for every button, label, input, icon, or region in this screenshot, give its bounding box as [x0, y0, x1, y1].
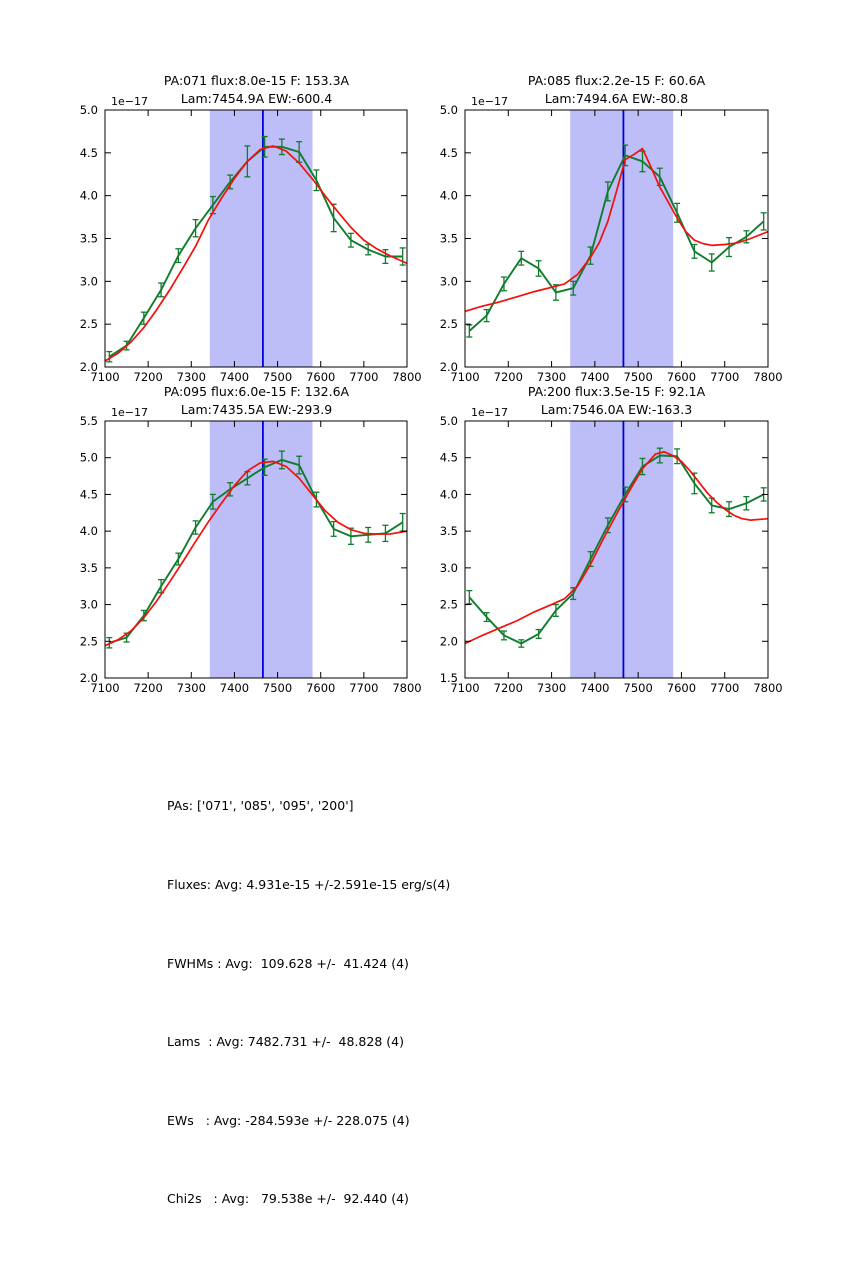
- svg-text:4.5: 4.5: [79, 145, 98, 160]
- svg-text:5.0: 5.0: [79, 450, 98, 465]
- svg-text:2.5: 2.5: [79, 634, 98, 649]
- svg-text:7300: 7300: [176, 370, 206, 384]
- subplot-title-line1: PA:095 flux:6.0e-15 F: 132.6A: [163, 384, 350, 399]
- selection-band: [210, 421, 313, 678]
- svg-text:4.0: 4.0: [439, 487, 458, 502]
- svg-text:3.5: 3.5: [79, 560, 98, 575]
- stats-lams: Lams : Avg: 7482.731 +/- 48.828 (4): [167, 1034, 404, 1050]
- subplot-title-line2: Lam:7494.6A EW:-80.8: [544, 91, 689, 106]
- svg-text:7600: 7600: [306, 681, 336, 695]
- subplot-title-line1: PA:085 flux:2.2e-15 F: 60.6A: [527, 73, 706, 88]
- svg-text:4.0: 4.0: [439, 188, 458, 203]
- svg-text:2.0: 2.0: [79, 360, 98, 374]
- subplot-title-line1: PA:071 flux:8.0e-15 F: 153.3A: [163, 73, 350, 88]
- svg-text:2.5: 2.5: [439, 597, 458, 612]
- svg-text:7300: 7300: [536, 370, 567, 384]
- svg-text:3.0: 3.0: [439, 560, 458, 575]
- svg-text:2.0: 2.0: [439, 360, 458, 374]
- svg-text:5.0: 5.0: [439, 414, 458, 428]
- subplot-pa200: [415, 371, 795, 716]
- svg-text:7700: 7700: [349, 370, 379, 384]
- svg-text:7200: 7200: [493, 370, 523, 384]
- svg-text:7300: 7300: [176, 681, 206, 695]
- stats-block: [167, 741, 450, 1265]
- svg-text:7500: 7500: [262, 681, 293, 695]
- svg-text:7800: 7800: [392, 370, 422, 384]
- svg-text:7300: 7300: [536, 681, 567, 695]
- svg-text:5.0: 5.0: [439, 103, 458, 117]
- y-axis-offset-label: 1e−17: [471, 406, 508, 419]
- svg-text:4.5: 4.5: [79, 487, 98, 502]
- stats-fluxes: Fluxes: Avg: 4.931e-15 +/-2.591e-15 erg/s(4): [167, 877, 451, 893]
- subplot-title-line2: Lam:7546.0A EW:-163.3: [540, 402, 693, 417]
- svg-text:3.5: 3.5: [439, 524, 458, 539]
- stats-fwhms: FWHMs : Avg: 109.628 +/- 41.424 (4): [167, 955, 409, 971]
- svg-text:7700: 7700: [710, 370, 740, 384]
- svg-text:7200: 7200: [133, 681, 163, 695]
- selection-band: [570, 421, 673, 678]
- y-axis-offset-label: 1e−17: [471, 95, 508, 108]
- svg-text:7100: 7100: [90, 681, 120, 695]
- subplot-title-line2: Lam:7435.5A EW:-293.9: [180, 402, 333, 417]
- svg-text:7500: 7500: [623, 370, 653, 384]
- svg-text:7400: 7400: [580, 681, 610, 695]
- svg-text:4.5: 4.5: [439, 145, 458, 160]
- svg-text:7400: 7400: [219, 370, 250, 384]
- svg-text:7200: 7200: [133, 370, 163, 384]
- svg-text:2.0: 2.0: [439, 634, 458, 649]
- svg-text:7100: 7100: [90, 370, 120, 384]
- svg-text:3.0: 3.0: [79, 597, 98, 612]
- svg-text:1.5: 1.5: [439, 671, 458, 685]
- svg-text:3.5: 3.5: [439, 231, 458, 246]
- svg-text:2.0: 2.0: [79, 671, 98, 685]
- subplot-canvas-pa085: [415, 98, 785, 400]
- svg-text:4.5: 4.5: [439, 450, 458, 465]
- y-axis-offset-label: 1e−17: [111, 95, 148, 108]
- subplot-title-line1: PA:200 flux:3.5e-15 F: 92.1A: [527, 384, 706, 399]
- svg-text:7600: 7600: [306, 370, 336, 384]
- svg-text:5.5: 5.5: [79, 414, 98, 428]
- svg-text:5.0: 5.0: [79, 103, 98, 117]
- stats-chi2s: Chi2s : Avg: 79.538e +/- 92.440 (4): [167, 1191, 409, 1207]
- subplot-pa071: [55, 60, 435, 405]
- subplot-canvas-pa200: [415, 409, 785, 711]
- svg-text:7600: 7600: [666, 370, 697, 384]
- svg-text:7600: 7600: [666, 681, 697, 695]
- svg-text:7100: 7100: [450, 681, 480, 695]
- subplot-canvas-pa071: [55, 98, 425, 400]
- subplot-pa085: [415, 60, 795, 405]
- svg-text:7500: 7500: [623, 681, 653, 695]
- svg-text:2.5: 2.5: [79, 317, 98, 332]
- svg-text:2.5: 2.5: [439, 317, 458, 332]
- y-axis-offset-label: 1e−17: [111, 406, 148, 419]
- svg-text:7800: 7800: [753, 370, 783, 384]
- selection-band: [570, 110, 673, 367]
- svg-text:4.0: 4.0: [79, 524, 98, 539]
- svg-text:7400: 7400: [219, 681, 250, 695]
- subplot-title-line2: Lam:7454.9A EW:-600.4: [180, 91, 333, 106]
- svg-text:7400: 7400: [580, 370, 610, 384]
- svg-text:7700: 7700: [349, 681, 379, 695]
- svg-text:7100: 7100: [450, 370, 480, 384]
- svg-text:7800: 7800: [753, 681, 783, 695]
- stats-ews: EWs : Avg: -284.593e +/- 228.075 (4): [167, 1112, 410, 1128]
- svg-text:7200: 7200: [493, 681, 523, 695]
- svg-text:7500: 7500: [262, 370, 293, 384]
- subplot-pa095: [55, 371, 435, 716]
- stats-pas: PAs: ['071', '085', '095', '200']: [167, 798, 354, 814]
- svg-text:4.0: 4.0: [79, 188, 98, 203]
- subplot-canvas-pa095: [55, 409, 425, 711]
- svg-text:3.5: 3.5: [79, 231, 98, 246]
- svg-text:3.0: 3.0: [439, 274, 458, 289]
- svg-text:7700: 7700: [710, 681, 740, 695]
- svg-text:7800: 7800: [392, 681, 422, 695]
- svg-text:3.0: 3.0: [79, 274, 98, 289]
